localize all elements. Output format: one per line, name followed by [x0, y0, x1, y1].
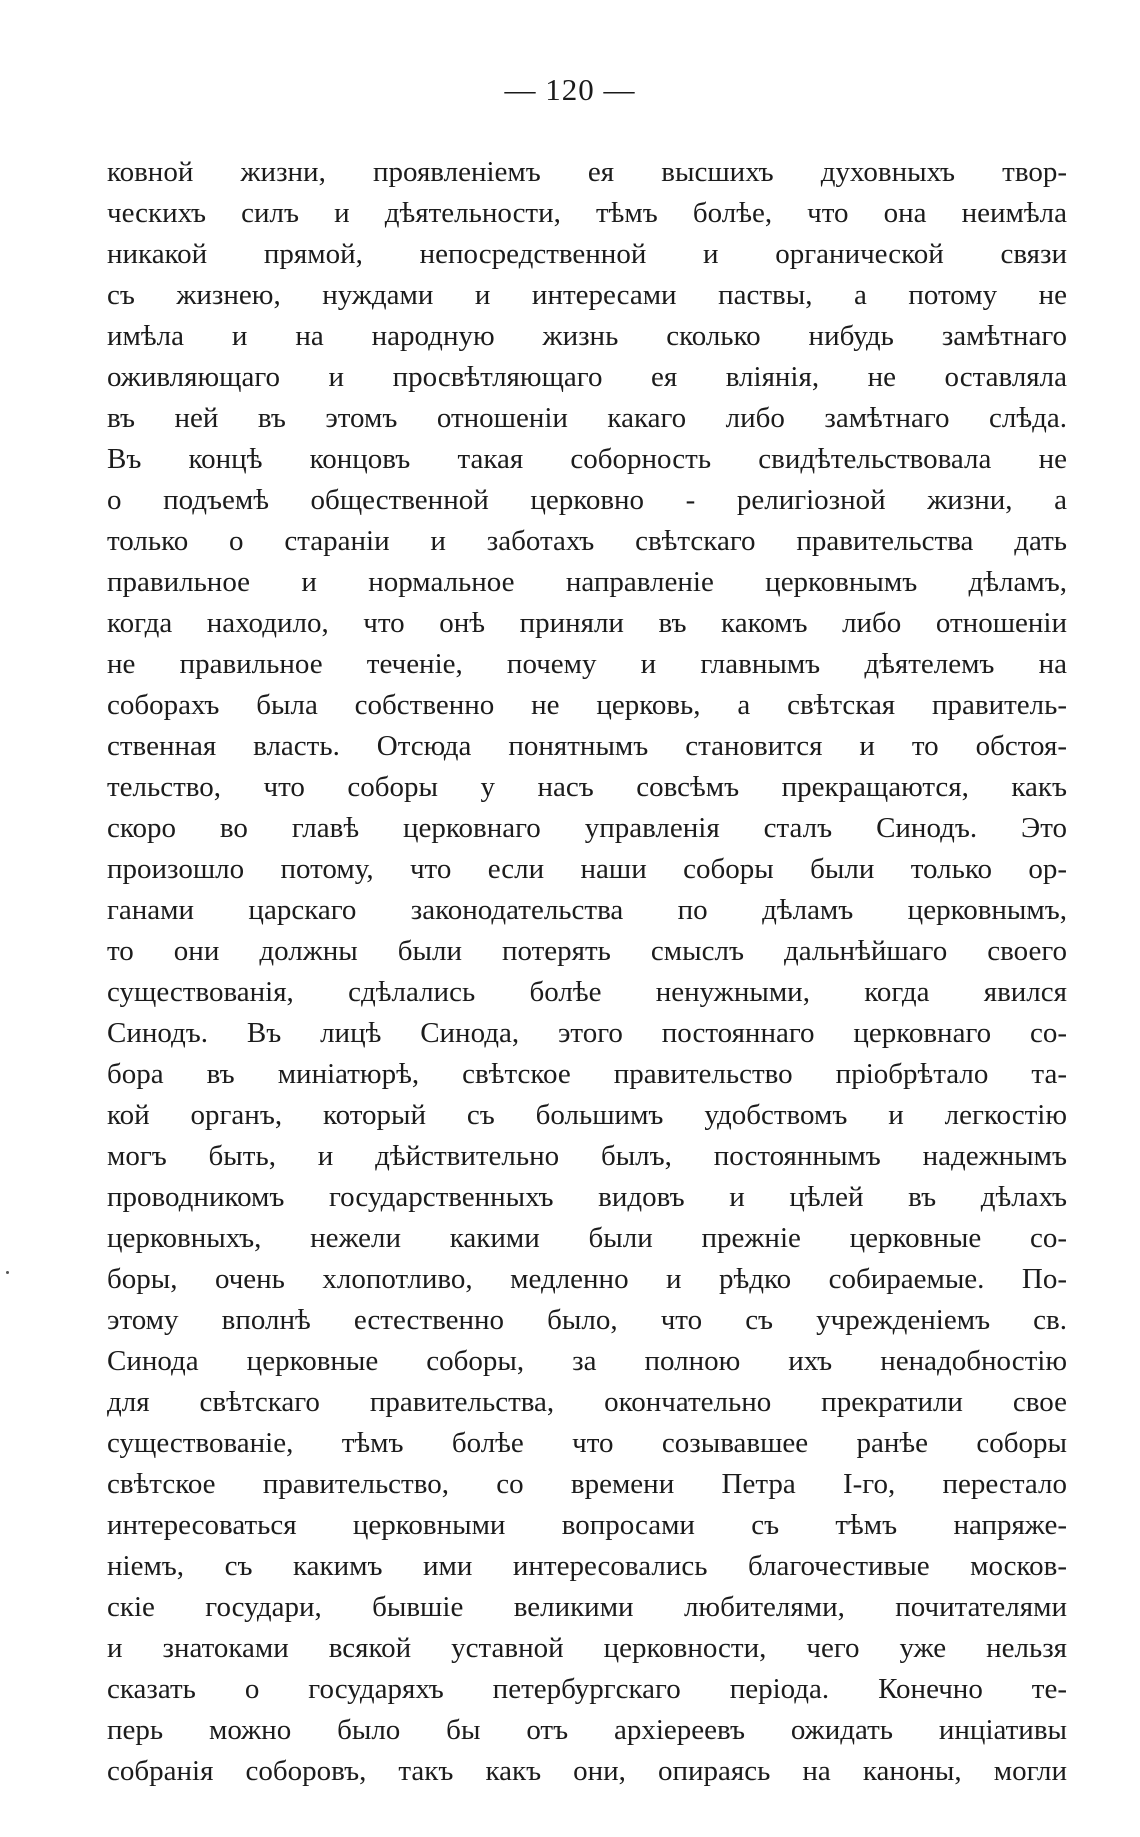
text-line: скоро во главѣ церковнаго управленія сталъ Синодъ. Это [107, 812, 1067, 844]
text-line: для свѣтскаго правительства, окончательно прекратили свое [107, 1386, 1067, 1418]
text-line: Въ концѣ концовъ такая соборность свидѣтельствовала не [107, 443, 1067, 475]
text-line: свѣтское правительство, со времени Петра I-го, перестало [107, 1468, 1067, 1500]
text-line: оживляющаго и просвѣтляющаго ея вліянія, не оставляла [107, 361, 1067, 393]
text-line: съ жизнею, нуждами и интересами паствы, а потому не [107, 279, 1067, 311]
text-line: только о стараніи и заботахъ свѣтскаго правительства дать [107, 525, 1067, 557]
text-line: существованія, сдѣлались болѣе ненужными, когда явился [107, 976, 1067, 1008]
text-line: могъ быть, и дѣйствительно былъ, постояннымъ надежнымъ [107, 1140, 1067, 1172]
text-line: Синодъ. Въ лицѣ Синода, этого постояннаго церковнаго со- [107, 1017, 1067, 1049]
text-line: ковной жизни, проявленіемъ ея высшихъ духовныхъ твор- [107, 156, 1067, 188]
text-line: правильное и нормальное направленіе церковнымъ дѣламъ, [107, 566, 1067, 598]
text-line: тельство, что соборы у насъ совсѣмъ прекращаются, какъ [107, 771, 1067, 803]
text-line: когда находило, что онѣ приняли въ какомъ либо отношеніи [107, 607, 1067, 639]
text-line: произошло потому, что если наши соборы были только ор- [107, 853, 1067, 885]
text-line: и знатоками всякой уставной церковности, чего уже нельзя [107, 1632, 1067, 1664]
text-line: кой органъ, который съ большимъ удобствомъ и легкостію [107, 1099, 1067, 1131]
text-line: боры, очень хлопотливо, медленно и рѣдко собираемые. По- [107, 1263, 1067, 1295]
text-line: о подъемѣ общественной церковно - религіозной жизни, а [107, 484, 1067, 516]
text-line: ческихъ силъ и дѣятельности, тѣмъ болѣе, что она неимѣла [107, 197, 1067, 229]
text-line: этому вполнѣ естественно было, что съ учрежденіемъ св. [107, 1304, 1067, 1336]
text-line: то они должны были потерять смыслъ дальнѣйшаго своего [107, 935, 1067, 967]
text-line: имѣла и на народную жизнь сколько нибудь замѣтнаго [107, 320, 1067, 352]
text-line: соборахъ была собственно не церковь, а свѣтская правитель- [107, 689, 1067, 721]
text-line: церковныхъ, нежели какими были прежніе церковные со- [107, 1222, 1067, 1254]
text-line: не правильное теченіе, почему и главнымъ дѣятелемъ на [107, 648, 1067, 680]
text-line: никакой прямой, непосредственной и органической связи [107, 238, 1067, 270]
text-line: бора въ миніатюрѣ, свѣтское правительство пріобрѣтало та- [107, 1058, 1067, 1090]
text-line: интересоваться церковными вопросами съ тѣмъ напряже- [107, 1509, 1067, 1541]
text-line: существованіе, тѣмъ болѣе что созывавшее ранѣе соборы [107, 1427, 1067, 1459]
text-line: ніемъ, съ какимъ ими интересовались благочестивые москов- [107, 1550, 1067, 1582]
text-line: проводникомъ государственныхъ видовъ и цѣлей въ дѣлахъ [107, 1181, 1067, 1213]
body-text [107, 152, 1067, 1792]
margin-speck [6, 1271, 9, 1274]
text-line: Синода церковные соборы, за полною ихъ ненадобностію [107, 1345, 1067, 1377]
page-number: — 120 — [504, 72, 636, 107]
text-line: собранія соборовъ, такъ какъ они, опираясь на каноны, могли [107, 1755, 1067, 1787]
text-line: ганами царскаго законодательства по дѣламъ церковнымъ, [107, 894, 1067, 926]
text-line: скіе государи, бывшіе великими любителями, почитателями [107, 1591, 1067, 1623]
text-line: перь можно было бы отъ архіереевъ ожидать инціативы [107, 1714, 1067, 1746]
text-line: въ ней въ этомъ отношеніи какаго либо замѣтнаго слѣда. [107, 402, 1067, 434]
text-line: ственная власть. Отсюда понятнымъ становится и то обстоя- [107, 730, 1067, 762]
text-line: сказать о государяхъ петербургскаго періода. Конечно те- [107, 1673, 1067, 1705]
